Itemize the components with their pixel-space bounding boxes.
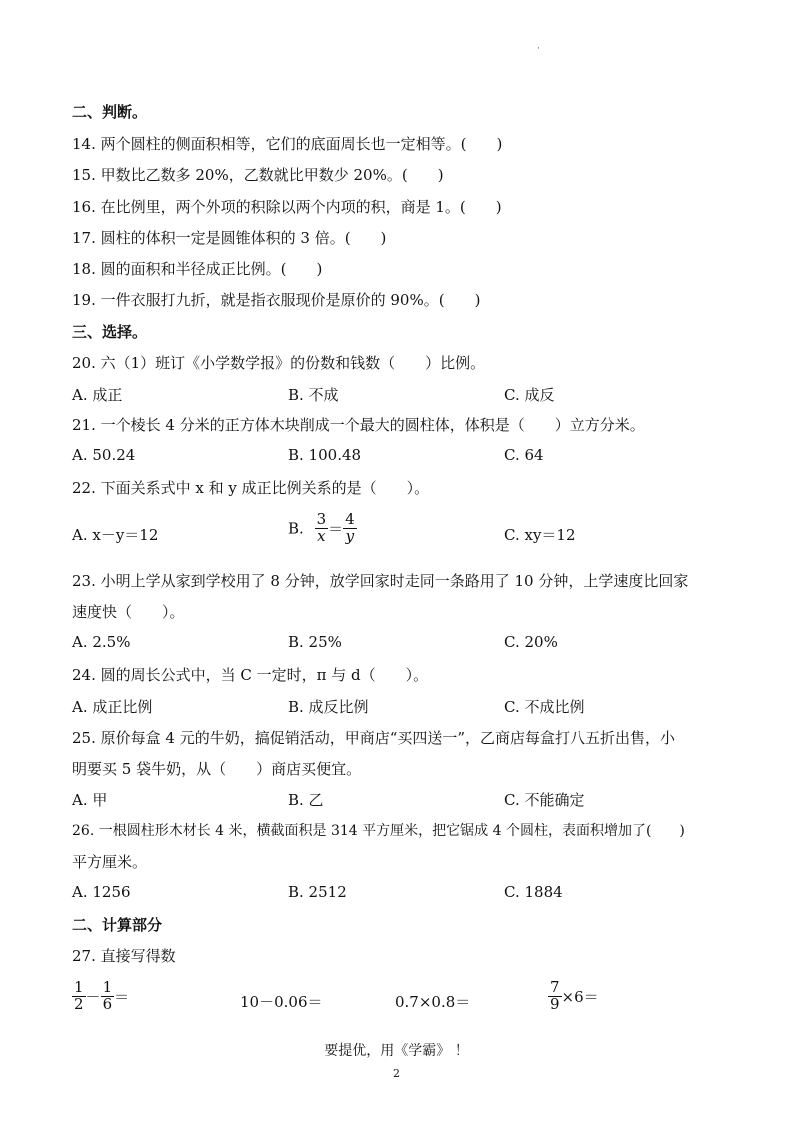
fraction-1-over-2: $\frac{1}{2}$ [74, 978, 84, 1013]
calc-expression-1: $\frac{1}{2}$ － $\frac{1}{6}$ ＝ [74, 978, 130, 1013]
q22-option-a: A. x－y＝12 [72, 526, 159, 544]
question-25-line-1: 25. 原价每盒 4 元的牛奶，搞促销活动，甲商店“买四送一”，乙商店每盒打八五折出售，小 [72, 729, 676, 747]
q20-option-c: C. 成反 [504, 386, 555, 404]
q26-option-c: C. 1884 [504, 883, 563, 901]
section-judgement-title: 二、判断。 [72, 103, 148, 121]
calc-expression-3: 0.7×0.8＝ [395, 993, 471, 1011]
section-choice-title: 三、选择。 [72, 323, 148, 341]
q22-option-b-label: B. [288, 519, 304, 538]
top-mark: · [537, 44, 540, 54]
q24-option-b: B. 成反比例 [288, 698, 369, 716]
calc-expression-2: 10－0.06＝ [240, 993, 323, 1011]
q22-option-b: B. $\frac{3}{x}$ ＝ $\frac{4}{y}$ [288, 510, 355, 545]
q26-option-b: B. 2512 [288, 883, 347, 901]
q21-option-b: B. 100.48 [288, 446, 362, 464]
q25-option-c: C. 不能确定 [504, 791, 585, 809]
q23-option-a: A. 2.5% [72, 633, 131, 651]
fraction-1-over-6: $\frac{1}{6}$ [102, 978, 113, 1013]
question-26-line-1: 26. 一根圆柱形木材长 4 米，横截面积是 314 平方厘米，把它锯成 4 个圆柱，表面积增加了( ) [72, 823, 685, 839]
footer-slogan: 要提优，用《学霸》 ！ [324, 1043, 469, 1059]
calc-expression-4: $\frac{7}{9}$ ×6＝ [550, 978, 599, 1013]
q22-fraction-4-over-y: $\frac{4}{y}$ [345, 510, 355, 545]
question-21: 21. 一个棱长 4 分米的正方体木块削成一个最大的圆柱体，体积是（ ）立方分米。 [72, 416, 645, 434]
q20-option-a: A. 成正 [72, 386, 123, 404]
q21-option-c: C. 64 [504, 446, 544, 464]
question-19: 19. 一件衣服打九折，就是指衣服现价是原价的 90%。( ) [72, 291, 481, 309]
question-16: 16. 在比例里，两个外项的积除以两个内项的积，商是 1。( ) [72, 198, 502, 216]
q22-option-c: C. xy＝12 [504, 526, 576, 544]
question-20: 20. 六（1）班订《小学数学报》的份数和钱数（ ）比例。 [72, 354, 486, 372]
question-14: 14. 两个圆柱的侧面积相等，它们的底面周长也一定相等。( ) [72, 135, 503, 153]
fraction-7-over-9: $\frac{7}{9}$ [550, 978, 560, 1013]
question-17: 17. 圆柱的体积一定是圆锥体积的 3 倍。( ) [72, 229, 387, 247]
question-18: 18. 圆的面积和半径成正比例。( ) [72, 260, 323, 278]
q25-option-a: A. 甲 [72, 791, 108, 809]
q20-option-b: B. 不成 [288, 386, 339, 404]
q23-option-b: B. 25% [288, 633, 342, 651]
question-24: 24. 圆的周长公式中，当 C 一定时，π 与 d（ ）。 [72, 666, 429, 684]
section-calc-title: 二、计算部分 [72, 916, 163, 934]
q24-option-c: C. 不成比例 [504, 698, 585, 716]
question-26-line-2: 平方厘米。 [72, 853, 148, 871]
question-22: 22. 下面关系式中 x 和 y 成正比例关系的是（ ）。 [72, 479, 430, 497]
question-23-line-1: 23. 小明上学从家到学校用了 8 分钟，放学回家时走同一条路用了 10 分钟，上学速度比回家 [72, 572, 689, 590]
q22-fraction-3-over-x: $\frac{3}{x}$ [316, 510, 327, 545]
q21-option-a: A. 50.24 [72, 446, 136, 464]
question-25-line-2: 明要买 5 袋牛奶，从（ ）商店买便宜。 [72, 760, 362, 778]
question-15: 15. 甲数比乙数多 20%，乙数就比甲数少 20%。( ) [72, 166, 444, 184]
q26-option-a: A. 1256 [72, 883, 131, 901]
q23-option-c: C. 20% [504, 633, 558, 651]
page-number: 2 [393, 1067, 400, 1080]
q25-option-b: B. 乙 [288, 791, 324, 809]
q24-option-a: A. 成正比例 [72, 698, 153, 716]
question-27: 27. 直接写得数 [72, 947, 176, 965]
question-23-line-2: 速度快（ ）。 [72, 603, 185, 621]
